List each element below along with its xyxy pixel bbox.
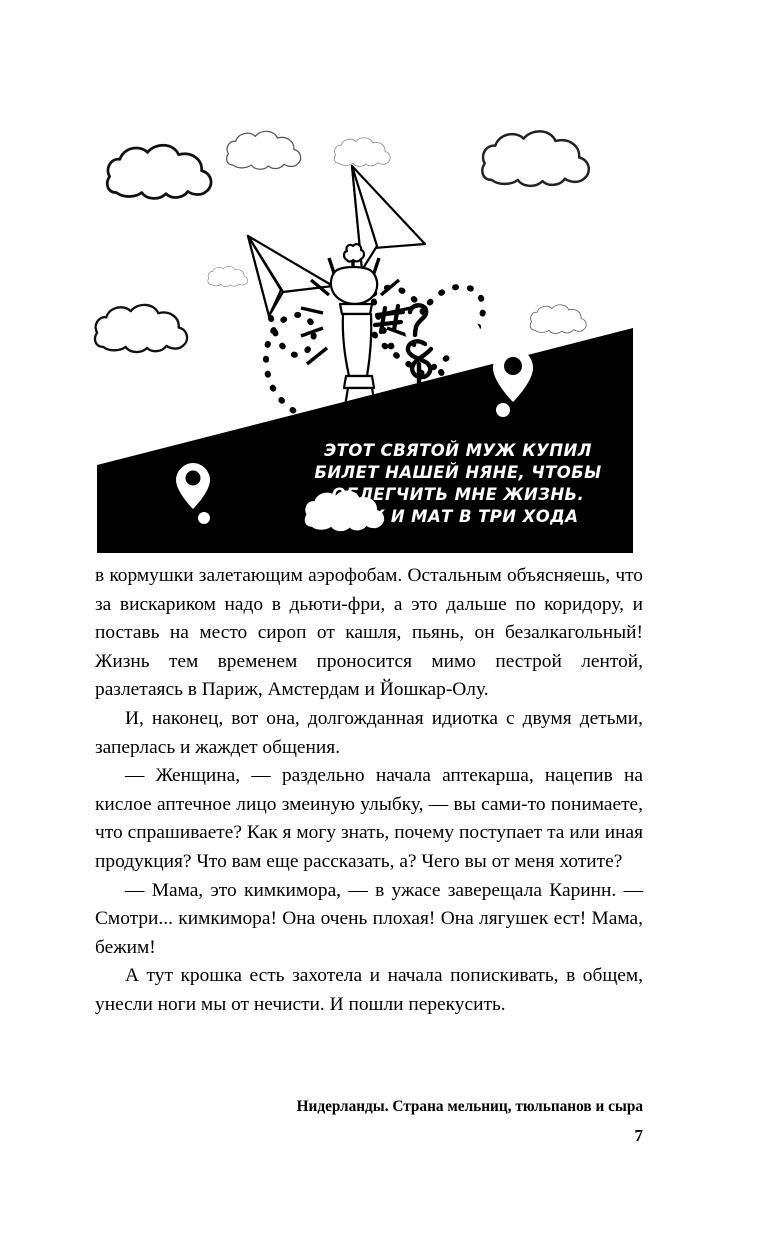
cloud-icon	[405, 313, 488, 356]
cloud-icon	[227, 131, 301, 169]
chapter-illustration	[85, 120, 685, 560]
page-footer	[95, 1098, 643, 1146]
paragraph: в кормушки залетающим аэрофобам. Остальным объясняешь, что за вискариком надо в дьюти-фри, а это дальше по коридору, и поставь на место сироп от кашля, пьянь, он безалкагольный! Жизнь тем временем проносится мимо пестрой лентой, разлетаясь в Париж, Амстердам и Йошкар-Олу.	[95, 565, 643, 701]
cloud-icon	[208, 266, 248, 286]
illustration-canvas	[85, 120, 685, 560]
body-text	[95, 562, 643, 1020]
cloud-icon	[334, 138, 390, 167]
cloud-icon	[482, 131, 588, 186]
page-number: 7	[634, 1126, 643, 1146]
paragraph: А тут крошка есть захотела и начала попискивать, в общем, унесли ноги мы от нечисти. И пошли перекусить.	[95, 965, 643, 1015]
chess-king-icon	[331, 244, 377, 406]
cloud-icon	[95, 305, 187, 352]
cloud-icon	[107, 145, 211, 198]
cloud-icon	[530, 305, 586, 334]
illustration-caption: ЭТОТ СВЯТОЙ МУЖ КУПИЛ БИЛЕТ НАШЕЙ НЯНЕ, ЧТОБЫ ОБЛЕГЧИТЬ МНЕ ЖИЗНЬ. ШАХ И МАТ В ТРИ ХОДА	[314, 441, 602, 527]
paper-plane-icon	[248, 236, 333, 316]
paragraph: — Женщина, — раздельно начала аптекарша, нацепив на кислое аптечное лицо змеиную улыбку, — вы сами-то понимаете, что спрашиваете? Как я могу знать, почему поступает та или иная продукция? Что вам еще рассказать, а? Чего вы от меня хотите?	[95, 765, 643, 872]
running-title: Нидерланды. Страна мельниц, тюльпанов и сыра	[296, 1098, 643, 1115]
paragraph: И, наконец, вот она, долгожданная идиотка с двумя детьми, заперлась и жаждет общения.	[95, 707, 643, 758]
paragraph: — Мама, это кимкимора, — в ужасе заверещала Каринн. — Смотри... кимкимора! Она очень плохая! Она лягушек ест! Мама, бежим!	[95, 879, 643, 958]
